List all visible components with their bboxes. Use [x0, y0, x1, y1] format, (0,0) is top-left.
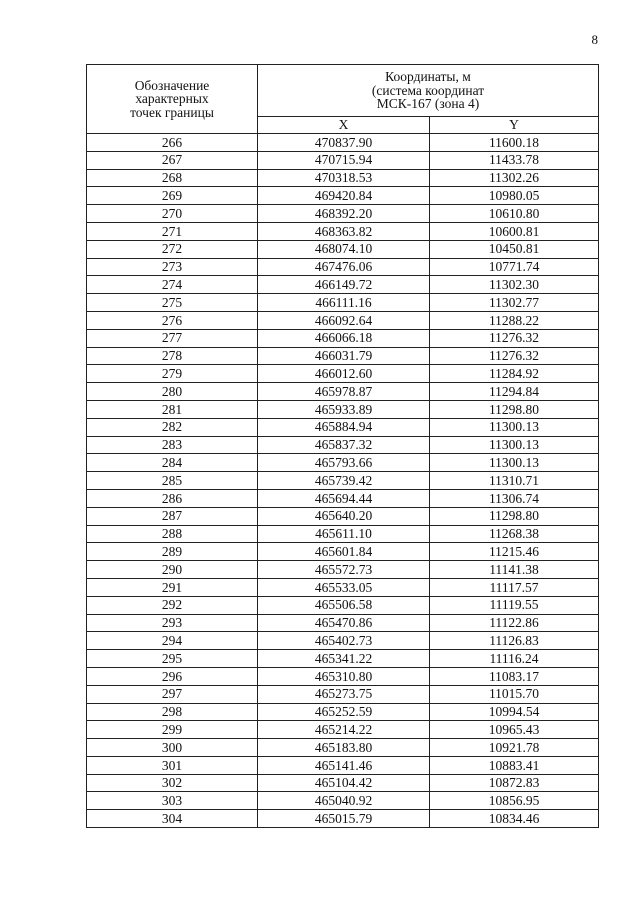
table-row: [87, 151, 599, 169]
table-row: [87, 739, 599, 757]
x-coordinate-cell: 465214.22: [258, 721, 430, 739]
y-coordinate-cell: 11284.92: [430, 365, 599, 383]
point-id-cell: 304: [87, 810, 258, 828]
y-coordinate-cell: 11126.83: [430, 632, 599, 650]
y-coordinate-cell: 11300.13: [430, 418, 599, 436]
table-row: [87, 489, 599, 507]
table-row: [87, 650, 599, 668]
y-coordinate-cell: 11122.86: [430, 614, 599, 632]
y-coordinate-cell: 10965.43: [430, 721, 599, 739]
point-id-cell: 272: [87, 240, 258, 258]
x-coordinate-cell: 465601.84: [258, 543, 430, 561]
point-id-cell: 289: [87, 543, 258, 561]
y-coordinate-cell: 10921.78: [430, 739, 599, 757]
table-row: [87, 436, 599, 454]
point-id-cell: 277: [87, 329, 258, 347]
x-coordinate-cell: 465572.73: [258, 561, 430, 579]
point-id-cell: 297: [87, 685, 258, 703]
x-coordinate-cell: 466066.18: [258, 329, 430, 347]
x-coordinate-cell: 465341.22: [258, 650, 430, 668]
x-coordinate-cell: 465506.58: [258, 596, 430, 614]
y-coordinate-cell: 11310.71: [430, 472, 599, 490]
x-coordinate-cell: 465183.80: [258, 739, 430, 757]
y-coordinate-cell: 11302.26: [430, 169, 599, 187]
table-row: [87, 632, 599, 650]
y-coordinate-cell: 11268.38: [430, 525, 599, 543]
point-id-cell: 269: [87, 187, 258, 205]
x-coordinate-cell: 470837.90: [258, 134, 430, 152]
y-coordinate-cell: 11300.13: [430, 436, 599, 454]
table-row: [87, 134, 599, 152]
x-coordinate-cell: 465104.42: [258, 774, 430, 792]
point-id-cell: 278: [87, 347, 258, 365]
point-id-cell: 268: [87, 169, 258, 187]
table-row: [87, 222, 599, 240]
y-coordinate-cell: 11141.38: [430, 561, 599, 579]
point-id-cell: 283: [87, 436, 258, 454]
y-coordinate-cell: 11306.74: [430, 489, 599, 507]
x-coordinate-cell: 465793.66: [258, 454, 430, 472]
x-coordinate-cell: 465837.32: [258, 436, 430, 454]
x-coordinate-cell: 465611.10: [258, 525, 430, 543]
point-id-cell: 299: [87, 721, 258, 739]
point-id-cell: 302: [87, 774, 258, 792]
point-id-cell: 271: [87, 222, 258, 240]
x-coordinate-cell: 468392.20: [258, 205, 430, 223]
table-row: [87, 472, 599, 490]
y-coordinate-cell: 11298.80: [430, 507, 599, 525]
point-id-cell: 301: [87, 756, 258, 774]
point-label-header: [87, 65, 258, 134]
table-row: [87, 258, 599, 276]
table-row: [87, 507, 599, 525]
point-id-cell: 274: [87, 276, 258, 294]
point-id-cell: 266: [87, 134, 258, 152]
x-coordinate-cell: 466149.72: [258, 276, 430, 294]
x-coordinate-cell: 465884.94: [258, 418, 430, 436]
point-id-cell: 281: [87, 400, 258, 418]
table-row: [87, 756, 599, 774]
y-coordinate-cell: 11433.78: [430, 151, 599, 169]
table-row: [87, 454, 599, 472]
point-id-cell: 285: [87, 472, 258, 490]
point-id-cell: 292: [87, 596, 258, 614]
y-coordinate-cell: 11300.13: [430, 454, 599, 472]
x-coordinate-cell: 465402.73: [258, 632, 430, 650]
table-row: [87, 418, 599, 436]
x-coordinate-cell: 470318.53: [258, 169, 430, 187]
table-row: [87, 543, 599, 561]
y-coordinate-cell: 10771.74: [430, 258, 599, 276]
table-header: [87, 65, 599, 134]
table-row: [87, 614, 599, 632]
x-coordinate-cell: 465933.89: [258, 400, 430, 418]
point-id-cell: 267: [87, 151, 258, 169]
y-coordinate-cell: 11294.84: [430, 383, 599, 401]
table-row: [87, 294, 599, 312]
x-coordinate-cell: 465694.44: [258, 489, 430, 507]
point-id-cell: 288: [87, 525, 258, 543]
y-coordinate-cell: 10872.83: [430, 774, 599, 792]
page-number: 8: [591, 32, 598, 47]
point-id-cell: 280: [87, 383, 258, 401]
table-row: [87, 561, 599, 579]
y-coordinate-cell: 10994.54: [430, 703, 599, 721]
point-id-cell: 293: [87, 614, 258, 632]
y-coordinate-cell: 10610.80: [430, 205, 599, 223]
point-id-cell: 275: [87, 294, 258, 312]
x-coordinate-cell: 470715.94: [258, 151, 430, 169]
y-coordinate-cell: 10600.81: [430, 222, 599, 240]
y-coordinate-cell: 11302.30: [430, 276, 599, 294]
coordinates-header-text: Координаты, м (система координат МСК-167 (зона 4): [371, 69, 485, 112]
point-id-cell: 287: [87, 507, 258, 525]
point-id-cell: 284: [87, 454, 258, 472]
table-row: [87, 774, 599, 792]
table-row: [87, 276, 599, 294]
table-row: [87, 205, 599, 223]
coordinates-header: [258, 65, 599, 117]
table-row: [87, 383, 599, 401]
y-coordinate-cell: 11117.57: [430, 578, 599, 596]
point-id-cell: 276: [87, 311, 258, 329]
y-coordinate-cell: 11600.18: [430, 134, 599, 152]
y-coordinate-cell: 10834.46: [430, 810, 599, 828]
x-coordinate-cell: 466031.79: [258, 347, 430, 365]
x-coordinate-cell: 468363.82: [258, 222, 430, 240]
x-coordinate-cell: 465040.92: [258, 792, 430, 810]
x-coordinate-cell: 465252.59: [258, 703, 430, 721]
table-row: [87, 329, 599, 347]
x-coordinate-cell: 467476.06: [258, 258, 430, 276]
table-body: [87, 134, 599, 828]
x-coordinate-cell: 465310.80: [258, 667, 430, 685]
point-id-cell: 286: [87, 489, 258, 507]
y-coordinate-cell: 11298.80: [430, 400, 599, 418]
table-row: [87, 703, 599, 721]
y-coordinate-cell: 10980.05: [430, 187, 599, 205]
table-row: [87, 667, 599, 685]
table-row: [87, 525, 599, 543]
x-coordinate-cell: 466092.64: [258, 311, 430, 329]
table-row: [87, 400, 599, 418]
table-row: [87, 596, 599, 614]
x-coordinate-cell: 465470.86: [258, 614, 430, 632]
point-id-cell: 279: [87, 365, 258, 383]
x-coordinate-cell: 469420.84: [258, 187, 430, 205]
y-coordinate-cell: 11083.17: [430, 667, 599, 685]
point-id-cell: 303: [87, 792, 258, 810]
x-coordinate-cell: 465141.46: [258, 756, 430, 774]
point-id-cell: 282: [87, 418, 258, 436]
y-coordinate-cell: 11276.32: [430, 347, 599, 365]
table-row: [87, 721, 599, 739]
point-id-cell: 291: [87, 578, 258, 596]
table-row: [87, 810, 599, 828]
table-row: [87, 187, 599, 205]
x-header: X: [258, 116, 430, 133]
x-coordinate-cell: 465533.05: [258, 578, 430, 596]
point-label-header-text: Обозначение характерных точек границы: [130, 77, 214, 120]
y-coordinate-cell: 11116.24: [430, 650, 599, 668]
x-coordinate-cell: 468074.10: [258, 240, 430, 258]
point-id-cell: 270: [87, 205, 258, 223]
y-header: Y: [430, 116, 599, 133]
point-id-cell: 290: [87, 561, 258, 579]
table-row: [87, 685, 599, 703]
y-coordinate-cell: 11119.55: [430, 596, 599, 614]
table-row: [87, 578, 599, 596]
table-row: [87, 311, 599, 329]
y-coordinate-cell: 11015.70: [430, 685, 599, 703]
x-coordinate-cell: 465640.20: [258, 507, 430, 525]
point-id-cell: 295: [87, 650, 258, 668]
table-row: [87, 365, 599, 383]
y-coordinate-cell: 11288.22: [430, 311, 599, 329]
point-id-cell: 298: [87, 703, 258, 721]
point-id-cell: 296: [87, 667, 258, 685]
table-row: [87, 792, 599, 810]
x-coordinate-cell: 465273.75: [258, 685, 430, 703]
x-coordinate-cell: 465739.42: [258, 472, 430, 490]
y-coordinate-cell: 11215.46: [430, 543, 599, 561]
table-row: [87, 169, 599, 187]
point-id-cell: 273: [87, 258, 258, 276]
x-coordinate-cell: 466012.60: [258, 365, 430, 383]
y-coordinate-cell: 11276.32: [430, 329, 599, 347]
x-coordinate-cell: 465978.87: [258, 383, 430, 401]
y-coordinate-cell: 10450.81: [430, 240, 599, 258]
y-coordinate-cell: 10883.41: [430, 756, 599, 774]
table-row: [87, 240, 599, 258]
point-id-cell: 300: [87, 739, 258, 757]
y-coordinate-cell: 10856.95: [430, 792, 599, 810]
x-coordinate-cell: 466111.16: [258, 294, 430, 312]
y-coordinate-cell: 11302.77: [430, 294, 599, 312]
coordinates-table: [86, 64, 599, 828]
table-row: [87, 347, 599, 365]
point-id-cell: 294: [87, 632, 258, 650]
x-coordinate-cell: 465015.79: [258, 810, 430, 828]
